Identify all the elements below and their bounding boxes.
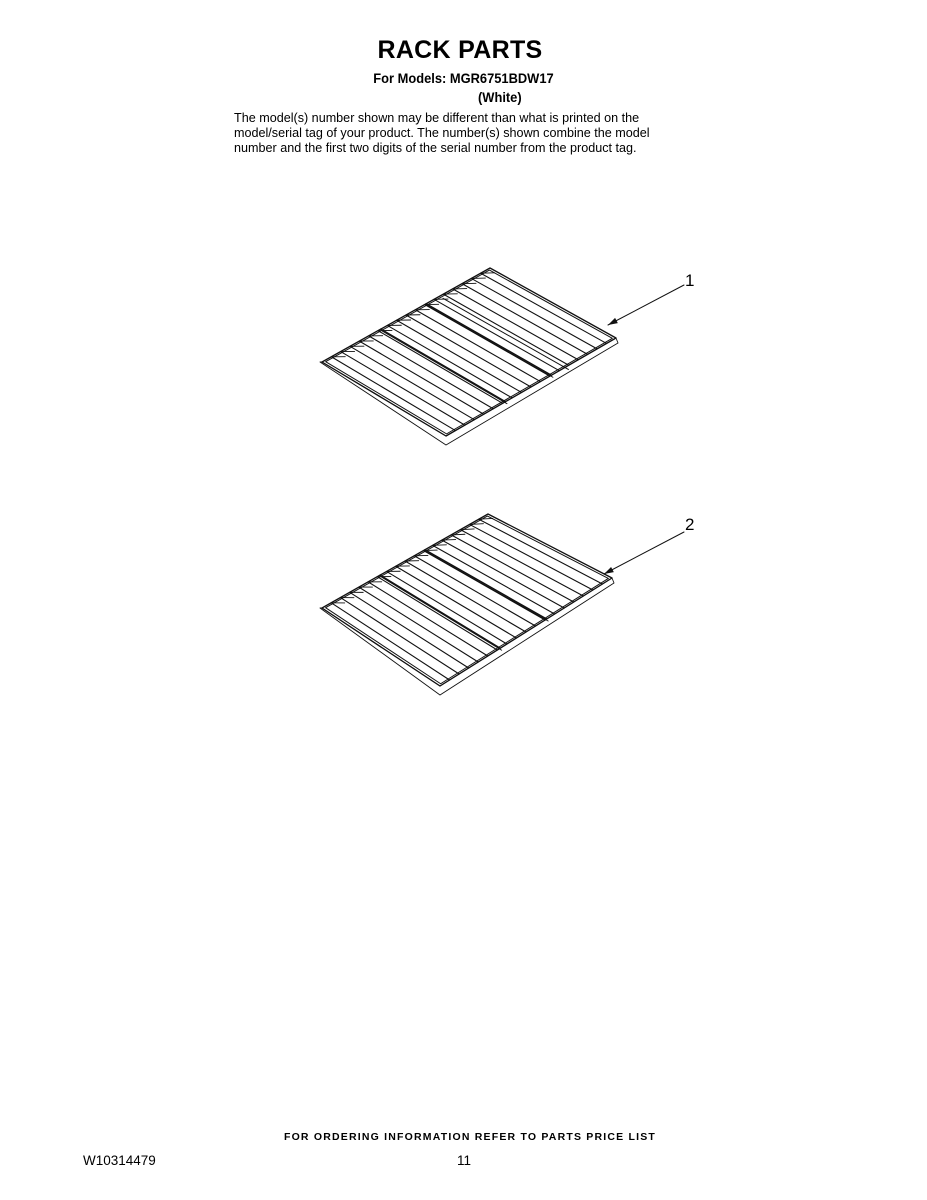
callout-number-1: 1 (685, 271, 695, 290)
document-number: W10314479 (83, 1153, 156, 1168)
page-title: RACK PARTS (377, 36, 543, 64)
callout-number-2: 2 (685, 515, 695, 534)
disclaimer-line: model/serial tag of your product. The number(s) shown combine the model (234, 126, 650, 140)
disclaimer-line: The model(s) number shown may be different than what is printed on the (234, 111, 640, 125)
model-variant: (White) (478, 89, 522, 105)
model-disclaimer (234, 111, 734, 156)
models-line: For Models: MGR6751BDW17 (373, 70, 554, 86)
ordering-note: FOR ORDERING INFORMATION REFER TO PARTS PRICE LIST (283, 1131, 657, 1143)
page-number: 11 (457, 1153, 472, 1168)
disclaimer-line: number and the first two digits of the serial number from the product tag. (234, 141, 637, 155)
